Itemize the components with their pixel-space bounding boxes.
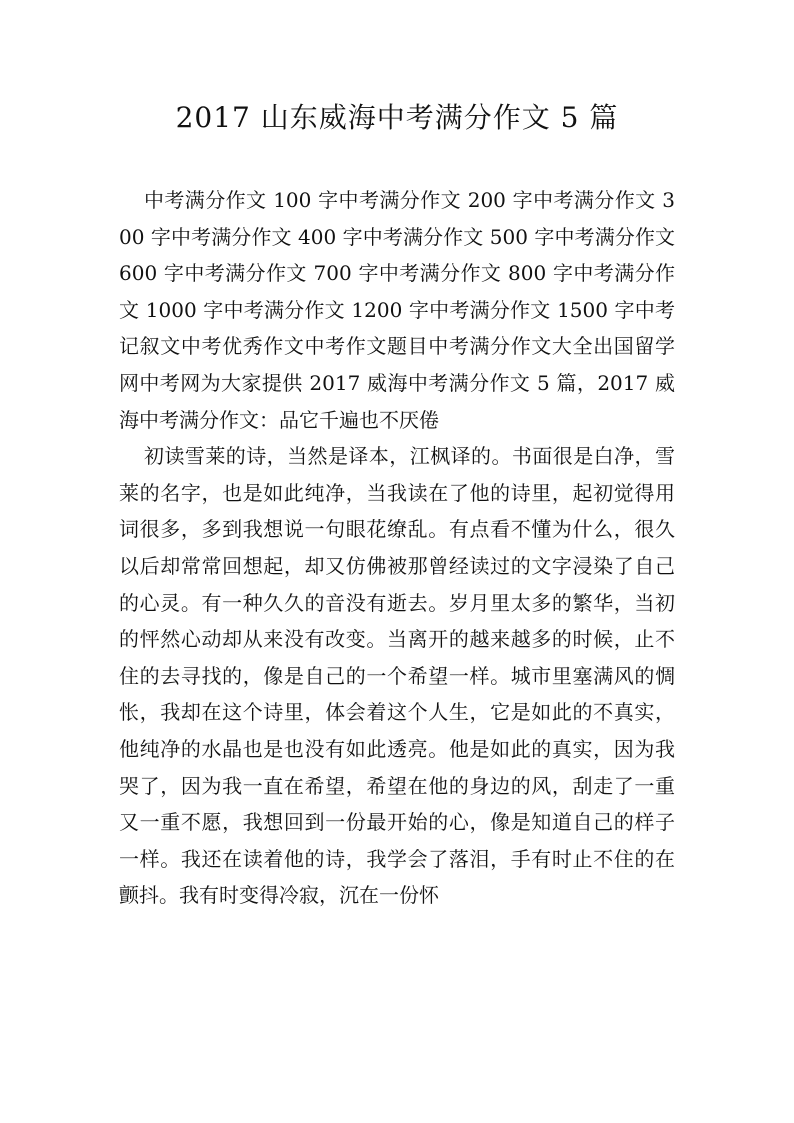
intro-paragraph: 中考满分作文 100 字中考满分作文 200 字中考满分作文 300 字中考满分作文 400 字中考满分作文 500 字中考满分作文 600 字中考满分作文 700 字中考满分作文 800 字中考满分作文 1000 字中考满分作文 1200 字中考满分作文 1500 字中考记叙文中考优秀作文中考作文题目中考满分作文大全出国留学网中考网为大家提供 2017 威海中考满分作文 5 篇，2017 威海中考满分作文：品它千遍也不厌倦: [119, 188, 675, 432]
document-body: [119, 182, 675, 914]
essay-paragraph: 初读雪莱的诗，当然是译本，江枫译的。书面很是白净，雪莱的名字，也是如此纯净，当我读在了他的诗里，起初觉得用词很多，多到我想说一句眼花缭乱。有点看不懂为什么，很久以后却常常回想起，却又仿佛被那曾经读过的文字浸染了自己的心灵。有一种久久的音没有逝去。岁月里太多的繁华，当初的怦然心动却从来没有改变。当离开的越来越多的时候，止不住的去寻找的，像是自己的一个希望一样。城市里塞满风的惆怅，我却在这个诗里，体会着这个人生，它是如此的不真实，他纯净的水晶也是也没有如此透亮。他是如此的真实，因为我哭了，因为我一直在希望，希望在他的身边的风，刮走了一重又一重不愿，我想回到一份最开始的心，像是知道自己的样子一样。我还在读着他的诗，我学会了落泪，手有时止不住的在颤抖。我有时变得冷寂，沉在一份怀: [119, 444, 675, 908]
document-title: 2017 山东威海中考满分作文 5 篇: [175, 101, 619, 134]
